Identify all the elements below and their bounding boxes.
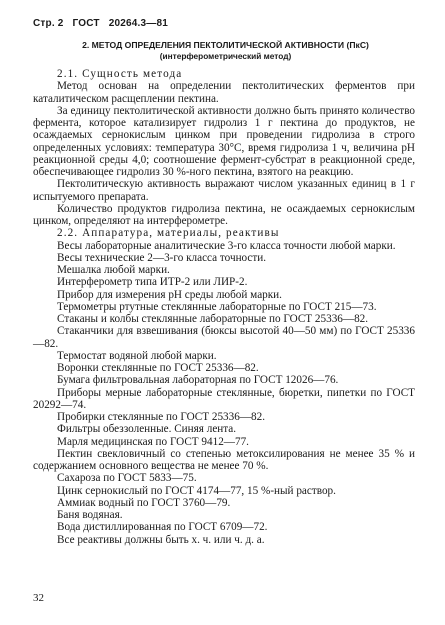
list-item: Вода дистиллированная по ГОСТ 6709—72.: [57, 521, 268, 534]
subsection-heading: 2.2. Аппаратура, материалы, реактивы: [57, 227, 280, 240]
list-item: Марля медицинская по ГОСТ 9412—77.: [57, 435, 249, 448]
list-item: Пробирки стеклянные по ГОСТ 25336—82.: [57, 411, 266, 423]
page-number: 32: [33, 592, 44, 604]
list-item: Стаканы и колбы стеклянные лабораторные по ГОСТ 25336—82.: [57, 313, 369, 325]
list-item: Интерферометр типа ИТР-2 или ЛИР-2.: [57, 276, 248, 289]
list-item: Пектин свекловичный со степенью метоксилирования не менее 35 % и содержанием основного вещества не менее 70 %.: [33, 447, 415, 472]
list-item: Воронки стеклянные по ГОСТ 25336—82.: [57, 362, 259, 374]
list-item: Все реактивы должны быть х. ч. или ч. д. а.: [57, 533, 265, 546]
list-item: Стаканчики для взвешивания (бюксы высотой 40—50 мм) по ГОСТ 25336—82.: [33, 325, 415, 350]
body-text: [33, 68, 415, 546]
standard-label: ГОСТ: [72, 18, 100, 29]
paragraph: Метод основан на определении пектолитических ферментов при каталитическом расщеплении пектина.: [33, 80, 415, 105]
standard-number: 20264.3—81: [108, 18, 168, 29]
paragraph: Количество продуктов гидролиза пектина, не осаждаемых сернокислым цинком, определяют на интерферометре.: [33, 202, 415, 227]
list-item: Сахароза по ГОСТ 5833—75.: [57, 472, 197, 485]
section-subtitle: (интерферометрический метод): [159, 51, 292, 61]
paragraph: За единицу пектолитической активности должно быть принято количество фермента, которое катализирует гидролиз 1 г пектина до продуктов, не осаждаемых сернокислым цинком при проведении гидролиза в строго определенных условиях: температура 30°С, время гидролиза 1 ч, величина pH реакционной среды 4,0; соотношение фермент-субстрат в реакционной среде, обеспечивающее гидролиз 30 %-ного пектина, взятого на реакцию.: [33, 104, 415, 178]
list-item: Аммиак водный по ГОСТ 3760—79.: [57, 496, 231, 509]
list-item: Мешалка любой марки.: [57, 264, 170, 276]
paragraph: Пектолитическую активность выражают числом указанных единиц в 1 г испытуемого препарата.: [33, 178, 415, 203]
list-item: Фильтры обеззоленные. Синяя лента.: [57, 423, 237, 436]
list-item: Термостат водяной любой марки.: [57, 349, 217, 362]
page-header: [33, 18, 174, 29]
list-item: Весы технические 2—3-го класса точности.: [57, 251, 267, 264]
list-item: Бумага фильтровальная лабораторная по ГОСТ 12026—76.: [57, 374, 339, 387]
subsection-heading: 2.1. Сущность метода: [57, 68, 183, 80]
list-item: Цинк сернокислый по ГОСТ 4174—77, 15 %-ный раствор.: [57, 484, 336, 497]
list-item: Весы лабораторные аналитические 3-го класса точности любой марки.: [57, 239, 396, 252]
page-label: Стр. 2: [33, 18, 64, 29]
section-title: 2. МЕТОД ОПРЕДЕЛЕНИЯ ПЕКТОЛИТИЧЕСКОЙ АКТИВНОСТИ (ПкС): [82, 40, 369, 50]
list-item: Термометры ртутные стеклянные лабораторные по ГОСТ 215—73.: [57, 300, 377, 313]
list-item: Приборы мерные лабораторные стеклянные, бюретки, пипетки по ГОСТ 20292—74.: [33, 386, 415, 411]
list-item: Прибор для измерения pH среды любой марки.: [57, 288, 282, 301]
list-item: Баня водяная.: [57, 509, 123, 521]
